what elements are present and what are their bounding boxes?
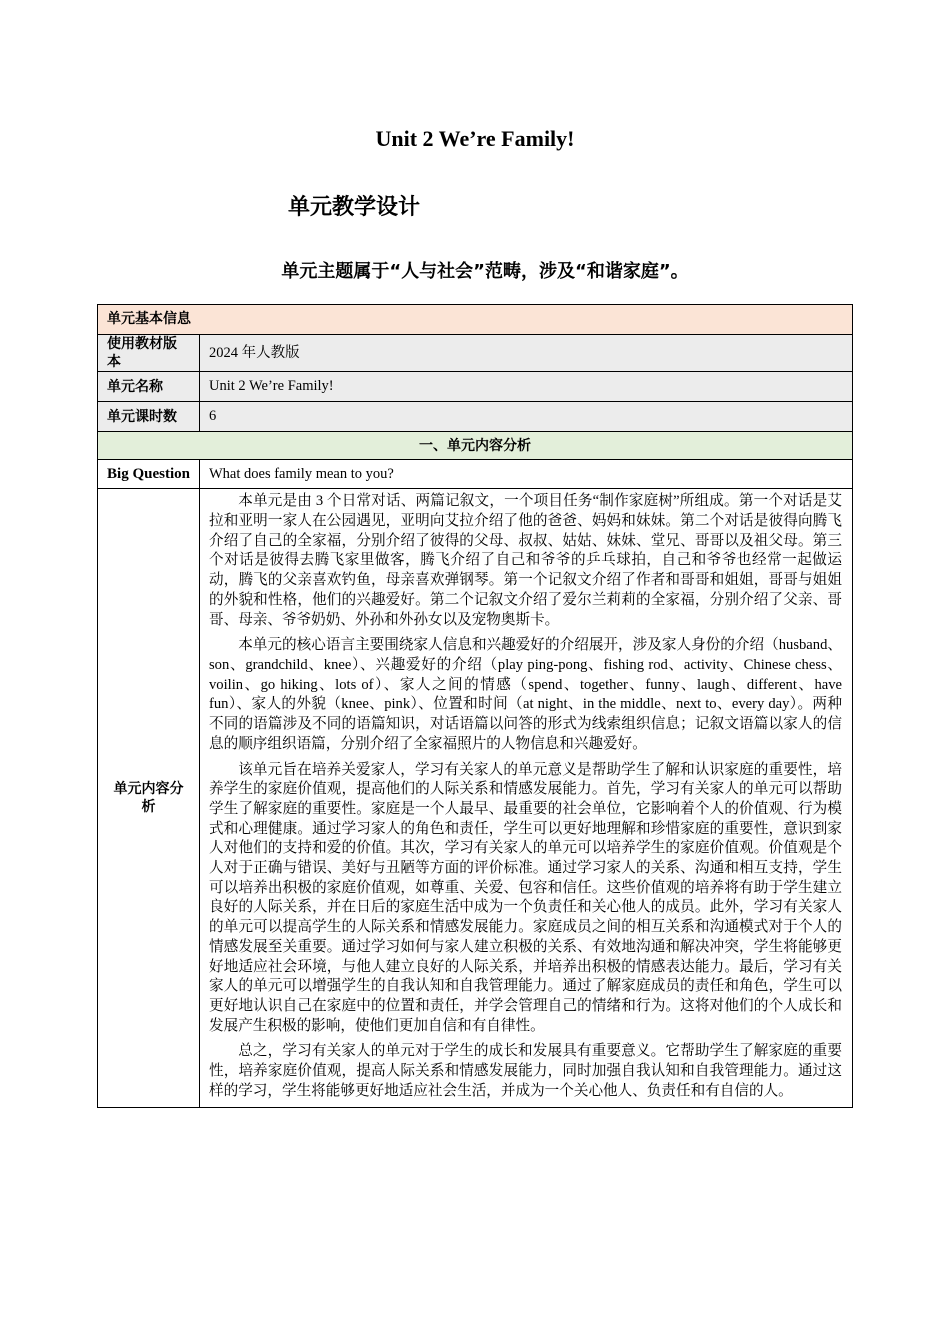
lesson-count-value: 6: [200, 402, 853, 432]
section-header-row: [98, 432, 853, 460]
analysis-paragraph: 本单元的核心语言主要围绕家人信息和兴趣爱好的介绍展开，涉及家人身份的介绍（husband、son、grandchild、knee）、兴趣爱好的介绍（play ping-pong、fishing rod、activity、Chinese chess、voilin、go hiking、lots of）、家人之间的情感（spend、together、funny、laugh、different、have fun）、家人的外貌（knee、pink）、位置和时间（at night、in the middle、next to、every day）。两种不同的语篇涉及不同的语篇知识，对话语篇以问答的形式为线索组织信息；记叙文语篇以家人的信息的顺序组织语篇，分别介绍了全家福照片的人物信息和兴趣爱好。: [209, 637, 842, 752]
basic-info-header-row: [98, 305, 853, 335]
analysis-content: [200, 489, 853, 1108]
basic-info-header: 单元基本信息: [98, 305, 853, 335]
big-question-label: Big Question: [98, 460, 200, 489]
analysis-paragraph: 总之，学习有关家人的单元对于学生的成长和发展具有重要意义。它帮助学生了解家庭的重要性，培养家庭价值观，提高人际关系和情感发展能力，同时加强自我认知和自我管理能力。通过这样的学习，学生将能够更好地适应社会生活，并成为一个关心他人、负责任和有自信的人。: [209, 1043, 842, 1099]
analysis-row: [98, 489, 853, 1108]
analysis-paragraph: 本单元是由 3 个日常对话、两篇记叙文，一个项目任务“制作家庭树”所组成。第一个对话是艾拉和亚明一家人在公园遇见，亚明向艾拉介绍了他的爸爸、妈妈和妹妹。第二个对话是彼得向腾飞介绍了自己的全家福，分别介绍了彼得的父母、叔叔、姑姑、妹妹、堂兄、哥哥以及祖父母。第三个对话是彼得去腾飞家里做客，腾飞介绍了自己和爷爷的乒乓球拍，自己和爷爷也经常一起做运动，腾飞的父亲喜欢钓鱼，母亲喜欢弹钢琴。第一个记叙文介绍了作者和哥哥和姐姐，哥哥与姐姐的外貌和性格，他们的兴趣爱好。第二个记叙文介绍了爱尔兰莉莉的全家福，分别介绍了父亲、哥哥、母亲、爷爷奶奶、外孙和外孙女以及宠物奥斯卡。: [209, 493, 842, 628]
big-question-row: [98, 460, 853, 489]
big-question-value: What does family mean to you?: [200, 460, 853, 489]
unit-theme: 单元主题属于“人与社会”范畴，涉及“和谐家庭”。: [281, 261, 689, 282]
section-header: 一、单元内容分析: [98, 432, 853, 460]
lesson-count-label: 单元课时数: [98, 402, 200, 432]
analysis-label: 单元内容分析: [98, 489, 200, 1108]
unit-info-table: [97, 304, 853, 1108]
table-row: [98, 335, 853, 372]
table-row: [98, 372, 853, 402]
unit-name-value: Unit 2 We’re Family!: [200, 372, 853, 402]
analysis-paragraph: 该单元旨在培养关爱家人，学习有关家人的单元意义是帮助学生了解和认识家庭的重要性，培养学生的家庭价值观，提高他们的人际关系和情感发展能力。首先，学习有关家人的单元可以帮助学生了解家庭的重要性。家庭是一个人最早、最重要的社会单位，它影响着个人的价值观、行为模式和心理健康。通过学习家人的角色和责任，学生可以更好地理解和珍惜家庭的重要性，意识到家人对他们的支持和爱的价值。其次，学习有关家人的单元可以培养学生的家庭价值观。价值观是个人对于正确与错误、美好与丑陋等方面的评价标准。通过学习家人的关系、沟通和相互支持，学生可以培养出积极的家庭价值观，如尊重、关爱、包容和信任。这些价值观的培养将有助于学生建立良好的人际关系，并在日后的家庭生活中成为一个负责任和关心他人的成员。此外，学习有关家人的单元可以提高学生的人际关系和情感发展能力。家庭成员之间的相互关系和沟通模式对于个人的情感发展至关重要。通过学习如何与家人建立积极的关系、有效地沟通和解决冲突，学生将能够更好地适应社会环境，与他人建立良好的人际关系，并培养出积极的情感表达能力。最后，学习有关家人的单元可以增强学生的自我认知和自我管理能力。通过了解家庭成员的责任和角色，学生可以更好地认识自己在家庭中的位置和责任，并学会管理自己的情绪和行为。这将对他们的个人成长和发展产生积极的影响，使他们更加自信和有自律性。: [209, 761, 842, 1034]
table-row: [98, 402, 853, 432]
page-subtitle: 单元教学设计: [288, 195, 421, 220]
page-title: Unit 2 We’re Family!: [375, 126, 575, 151]
unit-name-label: 单元名称: [98, 372, 200, 402]
textbook-version-label: 使用教材版本: [98, 335, 200, 372]
textbook-version-value: 2024 年人教版: [200, 335, 853, 372]
